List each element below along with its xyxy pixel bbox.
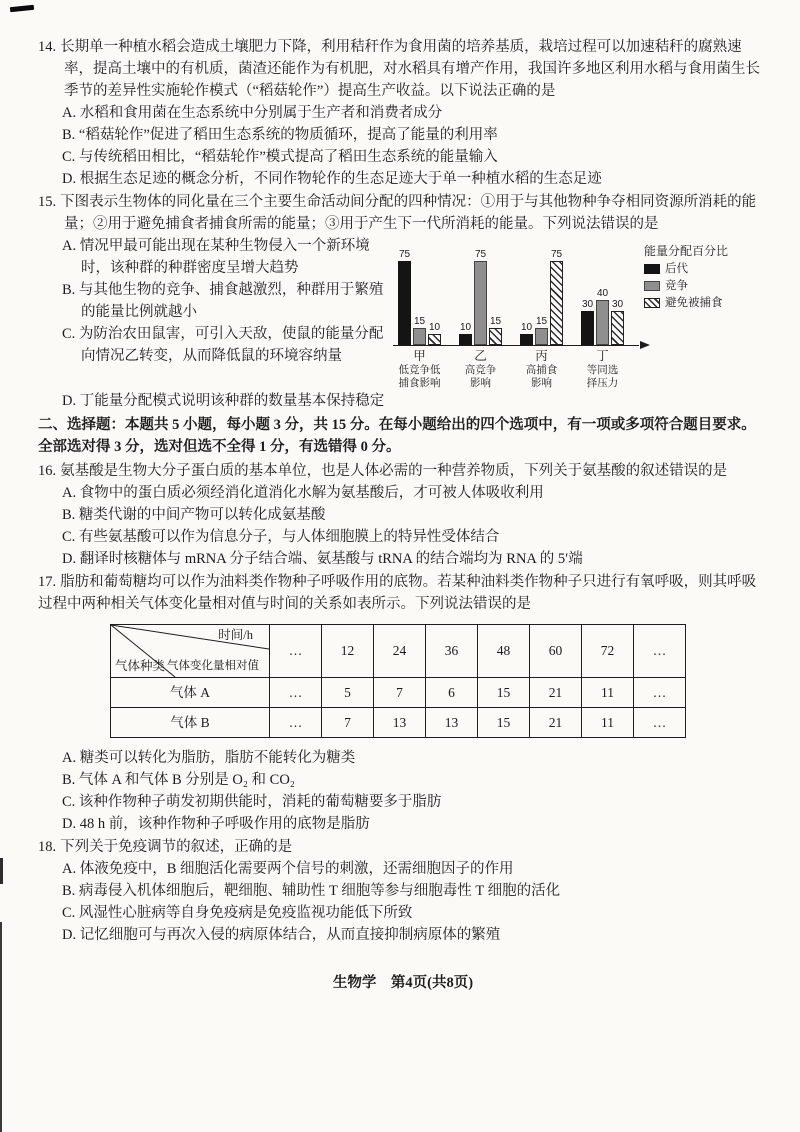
question-number: 15.	[38, 194, 57, 210]
time-header-cell: 24	[374, 625, 426, 678]
question-15-body	[38, 235, 768, 390]
bar-with-label	[428, 245, 441, 345]
bar-with-label	[581, 245, 594, 345]
bar-value-label: 40	[596, 288, 609, 299]
question-17-stem	[38, 571, 768, 615]
bar-with-label	[398, 245, 411, 345]
time-header-cell: 60	[530, 625, 582, 678]
option-a: A. 食物中的蛋白质必须经消化道消化水解为氨基酸后，才可被人体吸收利用	[62, 485, 544, 501]
bar-后代	[520, 334, 533, 345]
bar-with-label	[535, 245, 548, 345]
question-stem-text: 长期单一种植水稻会造成土壤肥力下降，利用秸秆作为食用菌的培养基质，栽培过程可以加速秸秆的腐熟速率，提高土壤中的有机质，菌渣还能作为有机肥，对水稻具有增产作用，我国许多地区利用水稻与食用菌生长季节的差异性实施轮作模式（“稻菇轮作”）提高生产收益。以下说法正确的是	[60, 39, 760, 99]
energy-allocation-chart	[390, 235, 768, 390]
question-15-stem	[38, 191, 768, 235]
bar-with-label	[474, 245, 487, 345]
legend-entry	[644, 262, 728, 276]
bar-with-label	[550, 245, 563, 345]
bar-value-label: 10	[428, 322, 441, 333]
section-2-header: 二、选择题：本题共 5 小题，每小题 3 分，共 15 分。在每小题给出的四个选项中，有一项或多项符合题目要求。全部选对得 3 分，选对但选不全得 1 分，有选错得 0 分。	[38, 417, 756, 455]
bar-value-label: 15	[535, 316, 548, 327]
bar-避免被捕食	[428, 334, 441, 345]
chart-group	[457, 245, 504, 390]
value-cell: 7	[322, 708, 374, 738]
category-sublabel: 高竞争 影响	[464, 365, 497, 389]
bar-竞争	[474, 261, 487, 345]
option-b: B. 气体 A 和气体 B 分别是 O₂ 和 CO₂	[62, 772, 295, 788]
bar-value-label: 10	[459, 322, 472, 333]
bar-竞争	[535, 328, 548, 345]
bar-value-label: 15	[413, 316, 426, 327]
chart-bar-cluster	[398, 245, 441, 345]
chart-bar-cluster	[520, 245, 563, 345]
option-c: C. 与传统稻田相比，“稻菇轮作”模式提高了稻田生态系统的能量输入	[62, 149, 498, 165]
chart-legend-entries	[644, 262, 728, 310]
option-d: D. 翻译时核糖体与 mRNA 分子结合端、氨基酸与 tRNA 的结合端均为 RNA 的 5′端	[62, 551, 583, 567]
bar-竞争	[596, 300, 609, 345]
row-label-cell: 气体 A	[111, 678, 270, 708]
chart-groups	[396, 245, 640, 390]
question-15	[38, 191, 768, 412]
bar-value-label: 30	[581, 299, 594, 310]
bar-with-label	[459, 245, 472, 345]
question-stem-text: 脂肪和葡萄糖均可以作为油料类作物种子呼吸作用的底物。若某种油料类作物种子只进行有氧呼吸，则其呼吸过程中两种相关气体变化量相对值与时间的关系如表所示。下列说法错误的是	[38, 574, 757, 612]
value-cell: 11	[582, 678, 634, 708]
bar-后代	[581, 311, 594, 345]
category-sublabel: 低竞争低 捕食影响	[398, 365, 441, 389]
option-d: D. 根据生态足迹的概念分析，不同作物轮作的生态足迹大于单一种植水稻的生态足迹	[62, 171, 602, 187]
question-14	[38, 36, 768, 190]
corner-label-value: 气体变化量相对值	[167, 660, 259, 672]
question-stem-text: 氨基酸是生物大分子蛋白质的基本单位，也是人体必需的一种营养物质，下列关于氨基酸的叙述错误的是	[60, 463, 728, 479]
chart-bar-cluster	[581, 245, 624, 345]
question-16-stem	[38, 460, 768, 482]
row-label-cell: 气体 B	[111, 708, 270, 738]
question-18-stem	[38, 836, 768, 858]
table-corner-cell	[111, 625, 270, 678]
option-a: A. 水稻和食用菌在生态系统中分别属于生产者和消费者成分	[62, 105, 443, 121]
bar-避免被捕食	[489, 328, 502, 345]
legend-entry	[644, 279, 728, 293]
chart-legend-title: 能量分配百分比	[644, 244, 729, 258]
option-c: C. 有些氨基酸可以作为信息分子，与人体细胞膜上的特异性受体结合	[62, 529, 500, 545]
value-cell: 5	[322, 678, 374, 708]
question-15-options	[38, 235, 390, 367]
option-a: A. 体液免疫中，B 细胞活化需要两个信号的刺激，还需细胞因子的作用	[62, 861, 514, 877]
axis-arrow-icon	[640, 341, 650, 349]
option-d: D. 记忆细胞可与再次入侵的病原体结合，从而直接抑制病原体的繁殖	[62, 927, 501, 943]
value-cell: 6	[426, 678, 478, 708]
bar-value-label: 30	[611, 299, 624, 310]
question-number: 17.	[38, 574, 57, 590]
legend-label: 竞争	[665, 280, 688, 292]
category-label: 丙	[535, 349, 548, 363]
table-row	[111, 708, 686, 738]
question-number: 18.	[38, 839, 57, 855]
value-cell: …	[270, 708, 322, 738]
scan-artifact-icon	[0, 922, 2, 1132]
option-d: D. 48 h 前，该种作物种子呼吸作用的底物是脂肪	[62, 816, 370, 832]
time-header-cell: …	[270, 625, 322, 678]
question-16	[38, 460, 768, 570]
question-18	[38, 836, 768, 946]
bar-value-label: 75	[474, 249, 487, 260]
value-cell: …	[634, 678, 686, 708]
option-b: B. 与其他生物的竞争、捕食越激烈，种群用于繁殖的能量比例就越小	[62, 282, 384, 320]
question-14-stem	[38, 36, 768, 102]
value-cell: 11	[582, 708, 634, 738]
option-b: B. 病毒侵入机体细胞后，靶细胞、辅助性 T 细胞等参与细胞毒性 T 细胞的活化	[62, 883, 561, 899]
value-cell: 7	[374, 678, 426, 708]
option-c: C. 风湿性心脏病等自身免疫病是免疫监视功能低下所致	[62, 905, 413, 921]
table-row	[111, 678, 686, 708]
bar-避免被捕食	[550, 261, 563, 345]
gas-table	[110, 624, 686, 738]
option-c: C. 为防治农田鼠害，可引入天敌，使鼠的能量分配向情况乙转变，从而降低鼠的环境容纳量	[62, 326, 384, 364]
bar-with-label	[413, 245, 426, 345]
bar-value-label: 15	[489, 316, 502, 327]
bar-with-label	[489, 245, 502, 345]
time-header-cell: …	[634, 625, 686, 678]
option-a: A. 糖类可以转化为脂肪，脂肪不能转化为糖类	[62, 750, 356, 766]
option-b: B. “稻菇轮作”促进了稻田生态系统的物质循环，提高了能量的利用率	[62, 127, 498, 143]
question-17	[38, 571, 768, 835]
time-header-cell: 12	[322, 625, 374, 678]
value-cell: 21	[530, 678, 582, 708]
legend-label: 避免被捕食	[665, 297, 723, 309]
option-d: D. 丁能量分配模式说明该种群的数量基本保持稳定	[62, 393, 385, 409]
bar-后代	[398, 261, 411, 345]
value-cell: 15	[478, 708, 530, 738]
chart-legend	[644, 243, 728, 390]
legend-swatch-icon	[644, 281, 660, 291]
scan-artifact-icon	[0, 858, 3, 884]
legend-swatch-icon	[644, 264, 660, 274]
time-header-cell: 48	[478, 625, 530, 678]
value-cell: 15	[478, 678, 530, 708]
value-cell: …	[634, 708, 686, 738]
category-label: 乙	[474, 349, 487, 363]
bar-竞争	[413, 328, 426, 345]
bar-value-label: 10	[520, 322, 533, 333]
page-footer: 生物学 第4页(共8页)	[332, 975, 474, 991]
chart-group	[518, 245, 565, 390]
value-cell: 21	[530, 708, 582, 738]
table-header-row	[111, 625, 686, 678]
value-cell: 13	[374, 708, 426, 738]
category-label: 丁	[596, 349, 609, 363]
bar-避免被捕食	[611, 311, 624, 345]
bar-value-label: 75	[398, 249, 411, 260]
time-header-cell: 72	[582, 625, 634, 678]
value-cell: …	[270, 678, 322, 708]
corner-label-time: 时间/h	[218, 628, 253, 642]
chart-bar-cluster	[459, 245, 502, 345]
chart-group	[579, 245, 626, 390]
legend-label: 后代	[665, 263, 688, 275]
category-sublabel: 高捕食 影响	[525, 365, 558, 389]
category-sublabel: 等同选 择压力	[586, 365, 619, 389]
question-stem-text: 下列关于免疫调节的叙述，正确的是	[60, 839, 293, 855]
option-a: A. 情况甲最可能出现在某种生物侵入一个新环境时，该种群的种群密度呈增大趋势	[62, 238, 370, 276]
chart-plot	[396, 243, 640, 390]
time-header-cell: 36	[426, 625, 478, 678]
bar-value-label: 75	[550, 249, 563, 260]
bar-后代	[459, 334, 472, 345]
question-number: 16.	[38, 463, 57, 479]
bar-with-label	[520, 245, 533, 345]
bar-with-label	[596, 245, 609, 345]
option-b: B. 糖类代谢的中间产物可以转化成氨基酸	[62, 507, 326, 523]
corner-label-gas: 气体种类	[115, 659, 166, 673]
legend-swatch-icon	[644, 298, 660, 308]
value-cell: 13	[426, 708, 478, 738]
question-number: 14.	[38, 39, 57, 55]
x-axis	[393, 345, 639, 346]
category-label: 甲	[413, 349, 426, 363]
chart-group	[396, 245, 443, 390]
option-c: C. 该种作物种子萌发初期供能时，消耗的葡萄糖要多于脂肪	[62, 794, 442, 810]
question-stem-text: 下图表示生物体的同化量在三个主要生命活动间分配的四种情况：①用于与其他物种争夺相同资源所消耗的能量；②用于避免捕食者捕食所需的能量；③用于产生下一代所消耗的能量。下列说法错误的是	[60, 194, 757, 232]
bar-with-label	[611, 245, 624, 345]
legend-entry	[644, 296, 728, 310]
